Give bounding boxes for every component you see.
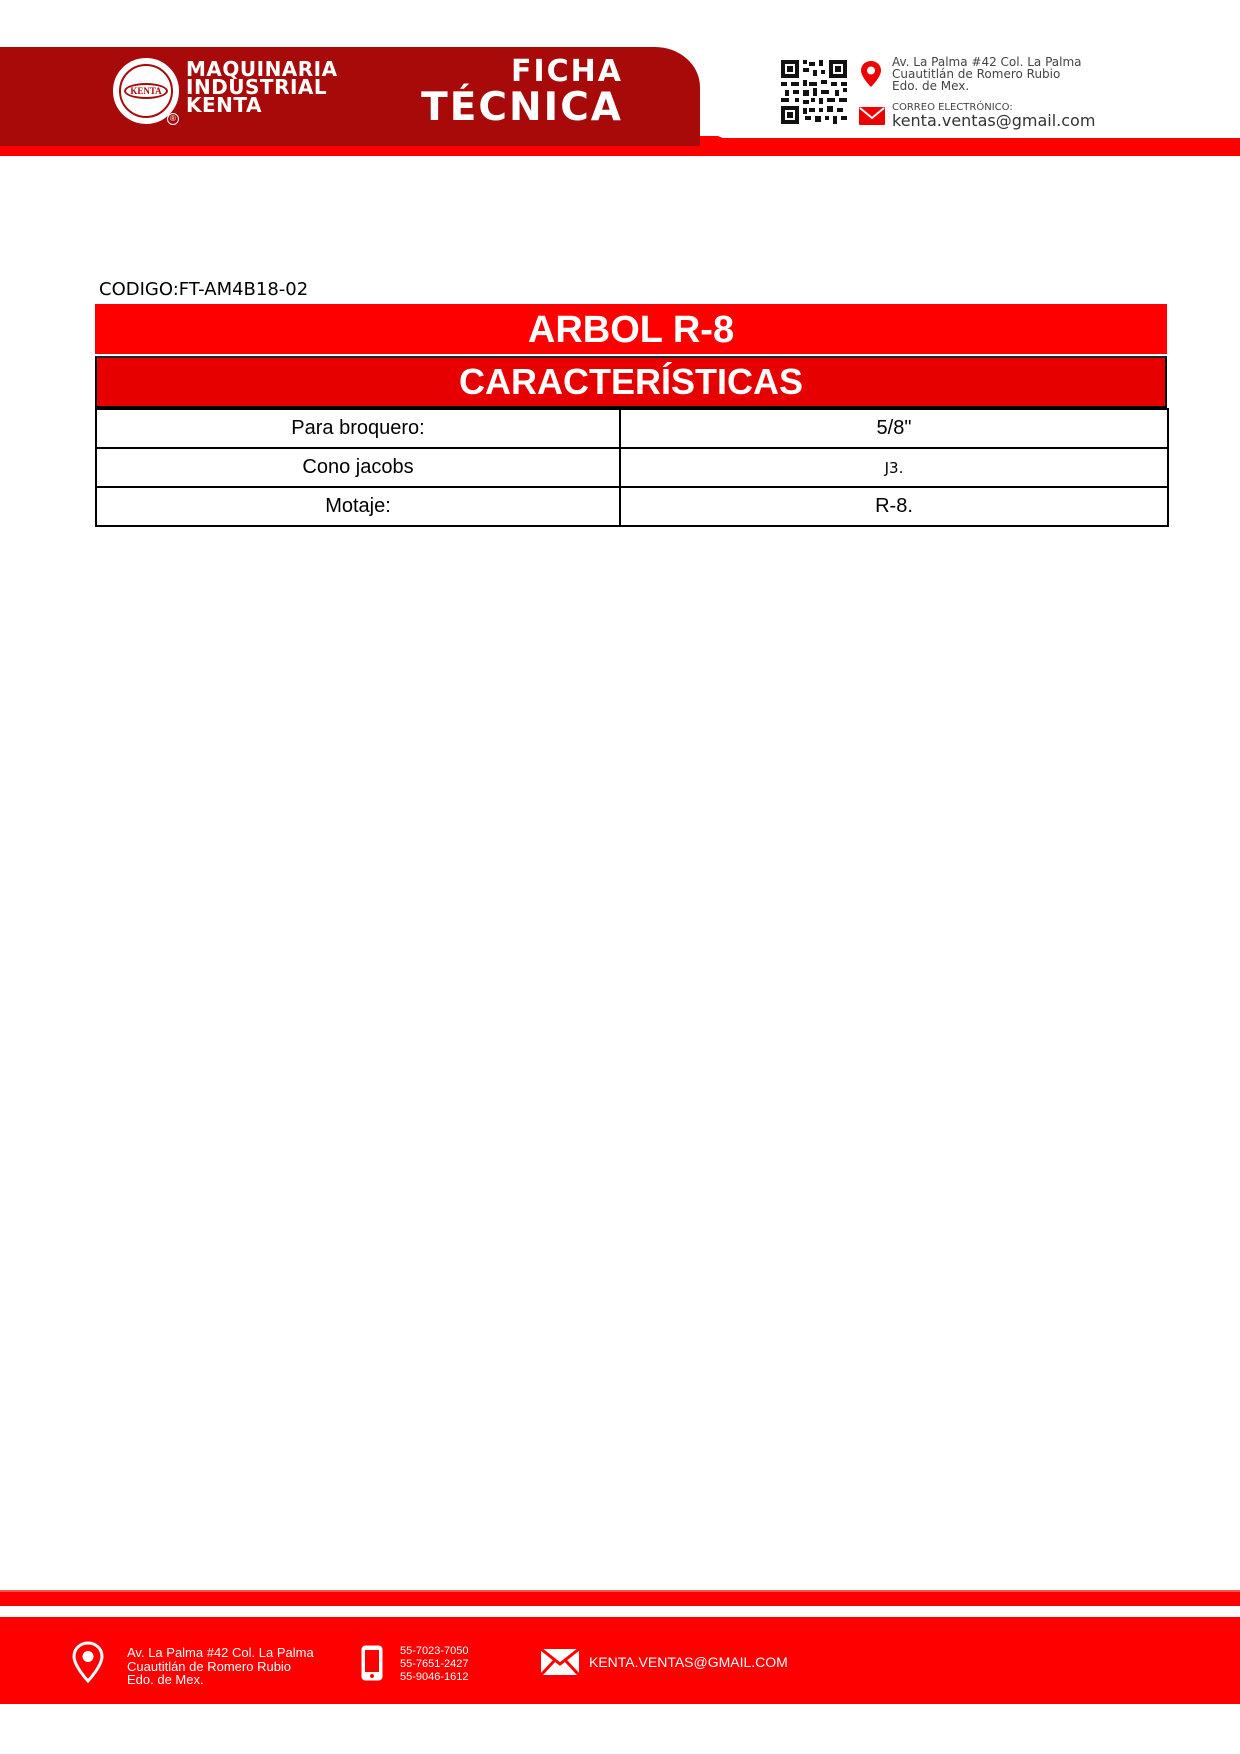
header xyxy=(0,0,1240,160)
location-pin-icon xyxy=(72,1641,104,1683)
spec-sheet xyxy=(95,304,1167,527)
brand-line-1: MAQUINARIA xyxy=(186,57,338,81)
header-red-stripe-right xyxy=(700,138,1240,156)
phone-number: 55-7651-2427 xyxy=(400,1658,469,1670)
header-email: kenta.ventas@gmail.com xyxy=(892,111,1096,130)
footer-email: KENTA.VENTAS@GMAIL.COM xyxy=(589,1654,788,1670)
table-row xyxy=(96,409,1168,448)
header-address-line-1: Av. La Palma #42 Col. La Palma xyxy=(892,55,1082,69)
footer-address-line-3: Edo. de Mex. xyxy=(127,1672,204,1687)
spec-value: J3. xyxy=(620,448,1168,487)
logo-text: KENTA xyxy=(124,83,168,99)
qr-code-icon xyxy=(781,60,847,124)
footer-phones xyxy=(400,1645,469,1684)
footer-stripe xyxy=(0,1590,1240,1606)
spec-label: Cono jacobs xyxy=(96,448,620,487)
footer-address-line-1: Av. La Palma #42 Col. La Palma xyxy=(127,1645,314,1660)
email-label: CORREO ELECTRÓNICO: xyxy=(892,102,1013,113)
spec-value: 5/8" xyxy=(620,409,1168,448)
footer-address-line-2: Cuautitlán de Romero Rubio xyxy=(127,1658,292,1674)
registered-mark: ® xyxy=(167,113,179,125)
section-heading: CARACTERÍSTICAS xyxy=(95,356,1167,408)
document-type xyxy=(413,56,623,128)
document-type-line-2: TÉCNICA xyxy=(421,85,623,130)
document-code: CODIGO:FT-AM4B18-02 xyxy=(99,279,309,300)
document-type-line-1: FICHA xyxy=(511,54,623,89)
product-title: ARBOL R-8 xyxy=(95,304,1167,356)
spec-value: R-8. xyxy=(620,487,1168,526)
location-pin-icon xyxy=(860,60,882,88)
table-row xyxy=(96,487,1168,526)
table-row xyxy=(96,448,1168,487)
header-address-line-3: Edo. de Mex. xyxy=(892,79,970,93)
brand-line-2: INDUSTRIAL xyxy=(186,75,328,99)
spec-label: Motaje: xyxy=(96,487,620,526)
company-name xyxy=(186,57,338,117)
spec-label: Para broquero: xyxy=(96,409,620,448)
mail-icon xyxy=(540,1648,580,1676)
phone-icon xyxy=(360,1644,384,1682)
spec-table xyxy=(95,408,1169,527)
phone-number: 55-9046-1612 xyxy=(400,1671,469,1683)
phone-number: 55-7023-7050 xyxy=(400,1645,469,1657)
brand-line-3: KENTA xyxy=(186,93,262,117)
footer-address xyxy=(127,1646,314,1687)
header-address xyxy=(892,56,1082,92)
mail-icon xyxy=(859,107,885,125)
header-address-line-2: Cuautitlán de Romero Rubio xyxy=(892,67,1061,81)
